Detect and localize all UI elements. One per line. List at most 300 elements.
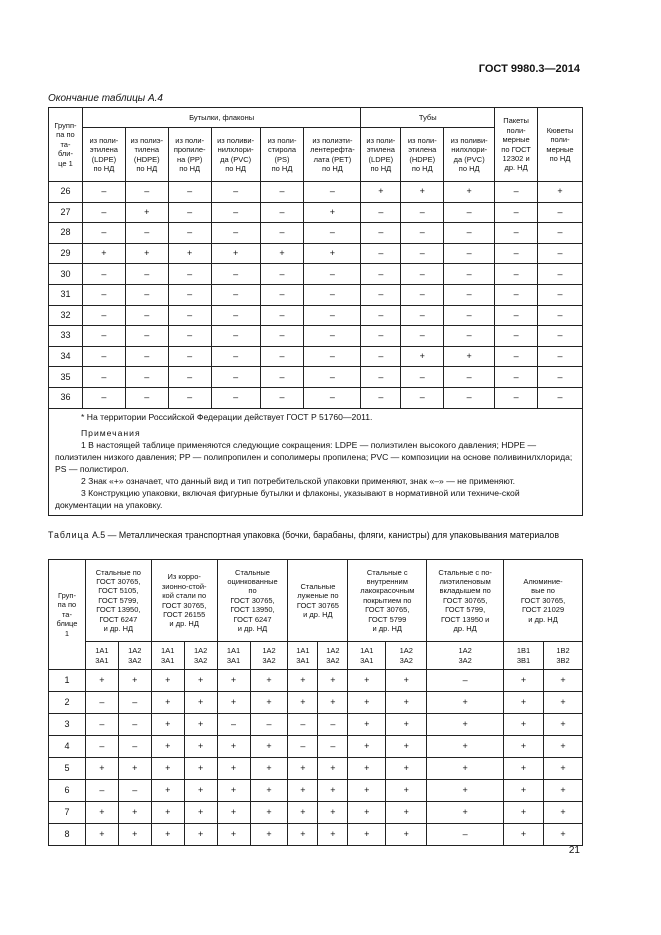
table-cell: + — [250, 670, 288, 692]
table-cell: + — [184, 758, 217, 780]
table-cell: – — [82, 387, 125, 408]
table-cell: + — [288, 758, 318, 780]
table-cell: + — [348, 670, 386, 692]
table-cell: + — [118, 670, 151, 692]
table-row — [49, 264, 583, 285]
tube-col-pvc: из поливи- нилхлори- да (PVC) по НД — [444, 128, 495, 182]
tube-col-hdpe: из поли- этилена (HDPE) по НД — [401, 128, 444, 182]
table-cell: – — [288, 736, 318, 758]
row-group-number: 8 — [49, 824, 86, 846]
bottle-col-hdpe: из полиэ- тилена (HDPE) по НД — [125, 128, 168, 182]
row-group-number: 1 — [49, 670, 86, 692]
table-cell: + — [386, 670, 427, 692]
table-row — [49, 824, 583, 846]
table-cell: – — [538, 243, 583, 264]
packaging-code: 1В2 3В2 — [544, 642, 583, 670]
table-cell: + — [444, 346, 495, 367]
packaging-code: 1А1 3А1 — [85, 642, 118, 670]
table-row — [49, 243, 583, 264]
table-cell: + — [184, 824, 217, 846]
bottle-col-pet: из полиэти- лентерефта- лата (PET) по НД — [304, 128, 361, 182]
table-cell: – — [260, 346, 304, 367]
table-cell: – — [538, 346, 583, 367]
a5-group-aluminium: Алюминие- вые по ГОСТ 30765, ГОСТ 21029 и др. НД — [504, 560, 583, 642]
row-group-number: 29 — [49, 243, 83, 264]
table-cell: – — [401, 367, 444, 388]
table-cell: + — [125, 243, 168, 264]
table-cell: – — [168, 387, 211, 408]
table-cell: + — [85, 670, 118, 692]
table-cell: + — [361, 182, 401, 203]
table-cell: + — [318, 692, 348, 714]
table-cell: + — [544, 692, 583, 714]
table-cell: + — [348, 780, 386, 802]
table-cell: – — [168, 202, 211, 223]
row-group-number: 33 — [49, 326, 83, 347]
packaging-code: 1А2 3А2 — [318, 642, 348, 670]
table-cell: – — [125, 182, 168, 203]
table-cell: + — [348, 692, 386, 714]
table-cell: + — [504, 692, 544, 714]
table-cell: – — [444, 326, 495, 347]
table-cell: – — [211, 346, 260, 367]
table-cell: + — [184, 670, 217, 692]
table-cell: – — [85, 780, 118, 802]
table-cell: + — [348, 736, 386, 758]
table-cell: + — [250, 758, 288, 780]
group-column-header: Групп- па по та- бли- це 1 — [49, 108, 83, 182]
table-a4-caption: Окончание таблицы А.4 — [48, 93, 163, 104]
table-cell: + — [544, 736, 583, 758]
table-row — [49, 202, 583, 223]
table-cell: + — [348, 824, 386, 846]
table-cell: + — [184, 714, 217, 736]
table-row — [49, 670, 583, 692]
table-cell: – — [125, 387, 168, 408]
table-cell: – — [427, 824, 504, 846]
table-cell: – — [444, 243, 495, 264]
table-cell: – — [82, 284, 125, 305]
table-row — [49, 284, 583, 305]
packaging-code: 1А1 3А1 — [151, 642, 184, 670]
table-cell: – — [538, 223, 583, 244]
table-cell: – — [444, 264, 495, 285]
packaging-code: 1А1 3А1 — [288, 642, 318, 670]
table-row — [49, 305, 583, 326]
table-cell: – — [82, 223, 125, 244]
table-cell: + — [504, 802, 544, 824]
table-cell: + — [504, 670, 544, 692]
row-group-number: 5 — [49, 758, 86, 780]
table-cell: + — [217, 802, 250, 824]
bottles-header: Бутылки, флаконы — [82, 108, 360, 128]
table-cell: + — [184, 692, 217, 714]
table-cell: – — [82, 264, 125, 285]
table-row — [49, 326, 583, 347]
table-cell: – — [538, 284, 583, 305]
table-a5-caption — [48, 530, 583, 541]
row-group-number: 28 — [49, 223, 83, 244]
table-cell: + — [386, 824, 427, 846]
table-cell: + — [544, 714, 583, 736]
table-cell: – — [318, 736, 348, 758]
table-cell: – — [401, 264, 444, 285]
row-group-number: 36 — [49, 387, 83, 408]
table-cell: – — [538, 387, 583, 408]
table-cell: + — [386, 802, 427, 824]
a5-group-pe-liner: Стальные с по- лиэтиленовым вкладышем по ГОСТ 30765, ГОСТ 5799, ГОСТ 13950 и др. НД — [427, 560, 504, 642]
table-cell: – — [495, 202, 538, 223]
table-row — [49, 692, 583, 714]
table-cell: – — [288, 714, 318, 736]
table-cell: – — [361, 305, 401, 326]
table-cell: – — [304, 346, 361, 367]
table-cell: + — [427, 692, 504, 714]
page-number: 21 — [568, 845, 580, 856]
table-cell: – — [495, 326, 538, 347]
packaging-code: 1В1 3В1 — [504, 642, 544, 670]
table-cell: – — [304, 223, 361, 244]
table-cell: – — [168, 326, 211, 347]
table-cell: – — [361, 202, 401, 223]
table-cell: + — [250, 692, 288, 714]
table-cell: + — [318, 802, 348, 824]
table-cell: – — [211, 367, 260, 388]
table-row — [49, 802, 583, 824]
table-cell: + — [211, 243, 260, 264]
table-cell: – — [361, 346, 401, 367]
table-cell: – — [401, 326, 444, 347]
table-cell: – — [304, 264, 361, 285]
table-cell: + — [544, 670, 583, 692]
table-cell: + — [401, 346, 444, 367]
table-cell: + — [217, 736, 250, 758]
table-cell: – — [118, 780, 151, 802]
table-a4 — [48, 107, 583, 516]
table-cell: – — [538, 202, 583, 223]
table-cell: – — [361, 326, 401, 347]
table-cell: – — [304, 182, 361, 203]
table-cell: – — [125, 326, 168, 347]
table-cell: – — [401, 387, 444, 408]
table-cell: – — [495, 243, 538, 264]
table-cell: + — [250, 736, 288, 758]
tube-col-ldpe: из поли- этилена (LDPE) по НД — [361, 128, 401, 182]
table-cell: + — [217, 692, 250, 714]
table-cell: – — [495, 367, 538, 388]
table-cell: – — [211, 387, 260, 408]
table-cell: + — [386, 758, 427, 780]
table-row — [49, 780, 583, 802]
table-cell: – — [82, 326, 125, 347]
a5-group-coated: Стальные с внутренним лакокрасочным покрытием по ГОСТ 30765, ГОСТ 5799 и др. НД — [348, 560, 427, 642]
table-row — [49, 714, 583, 736]
table-cell: – — [260, 367, 304, 388]
table-cell: + — [544, 758, 583, 780]
table-cell: – — [168, 264, 211, 285]
bottle-col-pp: из поли- пропиле- на (PP) по НД — [168, 128, 211, 182]
table-cell: – — [401, 202, 444, 223]
table-cell: + — [118, 824, 151, 846]
table-cell: – — [260, 305, 304, 326]
table-cell: – — [444, 367, 495, 388]
table-cell: + — [217, 758, 250, 780]
table-cell: + — [288, 780, 318, 802]
table-cell: + — [386, 692, 427, 714]
table-cell: – — [495, 305, 538, 326]
a5-group-stainless: Из корро- зионно-стой- кой стали по ГОСТ 30765, ГОСТ 26155 и др. НД — [151, 560, 217, 642]
table-cell: + — [184, 736, 217, 758]
table-cell: + — [151, 824, 184, 846]
table-cell: – — [361, 264, 401, 285]
row-group-number: 35 — [49, 367, 83, 388]
table-cell: + — [386, 736, 427, 758]
table-cell: – — [538, 264, 583, 285]
packaging-code: 1А2 3А2 — [386, 642, 427, 670]
table-cell: + — [250, 780, 288, 802]
table-cell: – — [361, 367, 401, 388]
table-cell: + — [348, 714, 386, 736]
cuvettes-header: Кюветы поли- мерные по НД — [538, 108, 583, 182]
note-2: 2 Знак «+» означает, что данный вид и тип потребительской упаковки применяют, знак «–» — не применяют. — [81, 475, 516, 486]
table-cell: – — [118, 714, 151, 736]
table-cell: + — [184, 780, 217, 802]
table-cell: + — [544, 780, 583, 802]
table-cell: – — [401, 223, 444, 244]
table-cell: – — [444, 305, 495, 326]
row-group-number: 3 — [49, 714, 86, 736]
table-cell: – — [495, 182, 538, 203]
table-cell: + — [427, 758, 504, 780]
table-cell: + — [85, 802, 118, 824]
packaging-code: 1А1 3А1 — [348, 642, 386, 670]
note-3: 3 Конструкцию упаковки, включая фигурные бутылки и флаконы, указывают в нормативной или техниче-ской документации на упаковку. — [55, 487, 520, 510]
table-cell: + — [348, 758, 386, 780]
table-cell: – — [361, 243, 401, 264]
table-cell: – — [217, 714, 250, 736]
table-cell: + — [427, 780, 504, 802]
table-cell: + — [217, 824, 250, 846]
table-cell: – — [211, 182, 260, 203]
table-cell: – — [304, 305, 361, 326]
table-cell: – — [125, 284, 168, 305]
table-cell: – — [168, 305, 211, 326]
row-group-number: 34 — [49, 346, 83, 367]
table-a5-caption-text: А.5 — Металлическая транспортная упаковка (бочки, барабаны, фляги, канистры) для упаковывания материалов — [89, 530, 559, 540]
table-cell: – — [168, 223, 211, 244]
table-cell: – — [495, 284, 538, 305]
table-cell: – — [538, 367, 583, 388]
table-cell: + — [151, 802, 184, 824]
table-cell: + — [151, 758, 184, 780]
footnote: * На территории Российской Федерации действует ГОСТ Р 51760—2011. — [81, 411, 373, 422]
table-cell: – — [260, 284, 304, 305]
table-cell: + — [217, 780, 250, 802]
table-cell: + — [386, 714, 427, 736]
table-cell: + — [151, 670, 184, 692]
table-cell: – — [304, 367, 361, 388]
table-cell: + — [288, 824, 318, 846]
table-cell: – — [82, 202, 125, 223]
table-cell: + — [151, 714, 184, 736]
table-a5-caption-lead: Таблица — [48, 530, 90, 540]
table-cell: – — [538, 305, 583, 326]
table-cell: – — [304, 326, 361, 347]
table-cell: – — [401, 284, 444, 305]
table-cell: + — [401, 182, 444, 203]
table-cell: + — [85, 758, 118, 780]
packaging-code: 1А1 3А1 — [217, 642, 250, 670]
table-cell: – — [168, 367, 211, 388]
table-a5 — [48, 559, 583, 846]
table-cell: + — [318, 670, 348, 692]
table-cell: + — [504, 714, 544, 736]
table-cell: – — [168, 182, 211, 203]
row-group-number: 6 — [49, 780, 86, 802]
table-cell: + — [427, 802, 504, 824]
table-row — [49, 736, 583, 758]
table-cell: + — [318, 824, 348, 846]
table-cell: – — [260, 264, 304, 285]
note-1: 1 В настоящей таблице применяются следующие сокращения: LDPE — полиэтилен высокого давления; HDPE — полиэтилен низкого давления; PP — полипропилен и сополимеры пропилена; PVC — композиции на основе поливинилхлорида; PS — полистирол. — [55, 439, 573, 474]
a5-group-steel: Стальные по ГОСТ 30765, ГОСТ 5105, ГОСТ 5799, ГОСТ 13950, ГОСТ 6247 и др. НД — [85, 560, 151, 642]
table-cell: – — [260, 223, 304, 244]
table-cell: – — [125, 305, 168, 326]
table-cell: + — [151, 692, 184, 714]
table-cell: – — [125, 264, 168, 285]
table-cell: + — [544, 802, 583, 824]
table-cell: + — [544, 824, 583, 846]
table-cell: – — [304, 284, 361, 305]
row-group-number: 30 — [49, 264, 83, 285]
table-cell: – — [82, 367, 125, 388]
table-cell: – — [260, 202, 304, 223]
packaging-code: 1А2 3А2 — [118, 642, 151, 670]
packaging-code: 1А2 3А2 — [427, 642, 504, 670]
a5-group-tinned: Стальные луженые по ГОСТ 30765 и др. НД — [288, 560, 348, 642]
table-cell: + — [288, 802, 318, 824]
table-cell: – — [85, 736, 118, 758]
table-cell: – — [211, 223, 260, 244]
table-cell: – — [538, 326, 583, 347]
packaging-code: 1А2 3А2 — [250, 642, 288, 670]
table-cell: – — [211, 305, 260, 326]
table-cell: + — [288, 670, 318, 692]
table-cell: – — [260, 326, 304, 347]
row-group-number: 32 — [49, 305, 83, 326]
table-cell: + — [168, 243, 211, 264]
table-cell: + — [427, 736, 504, 758]
table-cell: – — [444, 387, 495, 408]
table-cell: + — [184, 802, 217, 824]
table-cell: – — [444, 284, 495, 305]
table-cell: + — [504, 824, 544, 846]
row-group-number: 31 — [49, 284, 83, 305]
table-cell: – — [361, 284, 401, 305]
table-cell: + — [318, 758, 348, 780]
standard-designation: ГОСТ 9980.3—2014 — [478, 63, 580, 75]
table-row — [49, 346, 583, 367]
row-group-number: 2 — [49, 692, 86, 714]
table-cell: + — [318, 780, 348, 802]
a5-group-column-header: Груп- па по та- блице 1 — [49, 560, 86, 670]
tubes-header: Тубы — [361, 108, 495, 128]
table-cell: – — [444, 202, 495, 223]
table-cell: – — [304, 387, 361, 408]
table-cell: + — [304, 202, 361, 223]
table-cell: + — [250, 824, 288, 846]
table-cell: – — [125, 223, 168, 244]
table-cell: + — [427, 714, 504, 736]
table-row — [49, 182, 583, 203]
table-row — [49, 367, 583, 388]
row-group-number: 26 — [49, 182, 83, 203]
table-cell: – — [211, 264, 260, 285]
table-cell: – — [211, 284, 260, 305]
bottle-col-ps: из поли- стирола (PS) по НД — [260, 128, 304, 182]
a5-group-galvanized: Стальные оцинкованные по ГОСТ 30765, ГОСТ 13950, ГОСТ 6247 и др. НД — [217, 560, 288, 642]
table-cell: + — [151, 736, 184, 758]
table-cell: + — [288, 692, 318, 714]
table-cell: – — [361, 223, 401, 244]
table-row — [49, 758, 583, 780]
notes-title: Примечания — [81, 427, 141, 438]
table-cell: + — [538, 182, 583, 203]
table-cell: + — [82, 243, 125, 264]
table-cell: – — [82, 346, 125, 367]
table-cell: – — [250, 714, 288, 736]
table-cell: – — [318, 714, 348, 736]
table-cell: + — [118, 802, 151, 824]
table-cell: + — [260, 243, 304, 264]
table-cell: + — [386, 780, 427, 802]
table-cell: – — [361, 387, 401, 408]
table-cell: + — [504, 736, 544, 758]
table-cell: – — [125, 346, 168, 367]
row-group-number: 27 — [49, 202, 83, 223]
packets-header: Пакеты поли- мерные по ГОСТ 12302 и др. НД — [495, 108, 538, 182]
packaging-code: 1А2 3А2 — [184, 642, 217, 670]
table-cell: – — [444, 223, 495, 244]
table-cell: + — [304, 243, 361, 264]
table-cell: – — [168, 284, 211, 305]
table-cell: – — [211, 202, 260, 223]
table-cell: – — [82, 305, 125, 326]
bottle-col-ldpe: из поли- этилена (LDPE) по НД — [82, 128, 125, 182]
table-cell: – — [211, 326, 260, 347]
table-cell: – — [260, 182, 304, 203]
table-cell: – — [495, 346, 538, 367]
table-cell: + — [85, 824, 118, 846]
table-a4-notes — [49, 408, 583, 515]
table-cell: + — [118, 758, 151, 780]
table-cell: + — [504, 758, 544, 780]
table-cell: – — [125, 367, 168, 388]
table-cell: – — [118, 736, 151, 758]
table-cell: – — [401, 305, 444, 326]
row-group-number: 4 — [49, 736, 86, 758]
table-cell: + — [444, 182, 495, 203]
bottle-col-pvc: из поливи- нилхлори- да (PVC) по НД — [211, 128, 260, 182]
table-row — [49, 387, 583, 408]
table-row — [49, 223, 583, 244]
table-cell: – — [427, 670, 504, 692]
table-cell: – — [495, 387, 538, 408]
table-cell: + — [348, 802, 386, 824]
table-cell: – — [85, 714, 118, 736]
table-cell: + — [217, 670, 250, 692]
table-cell: + — [250, 802, 288, 824]
